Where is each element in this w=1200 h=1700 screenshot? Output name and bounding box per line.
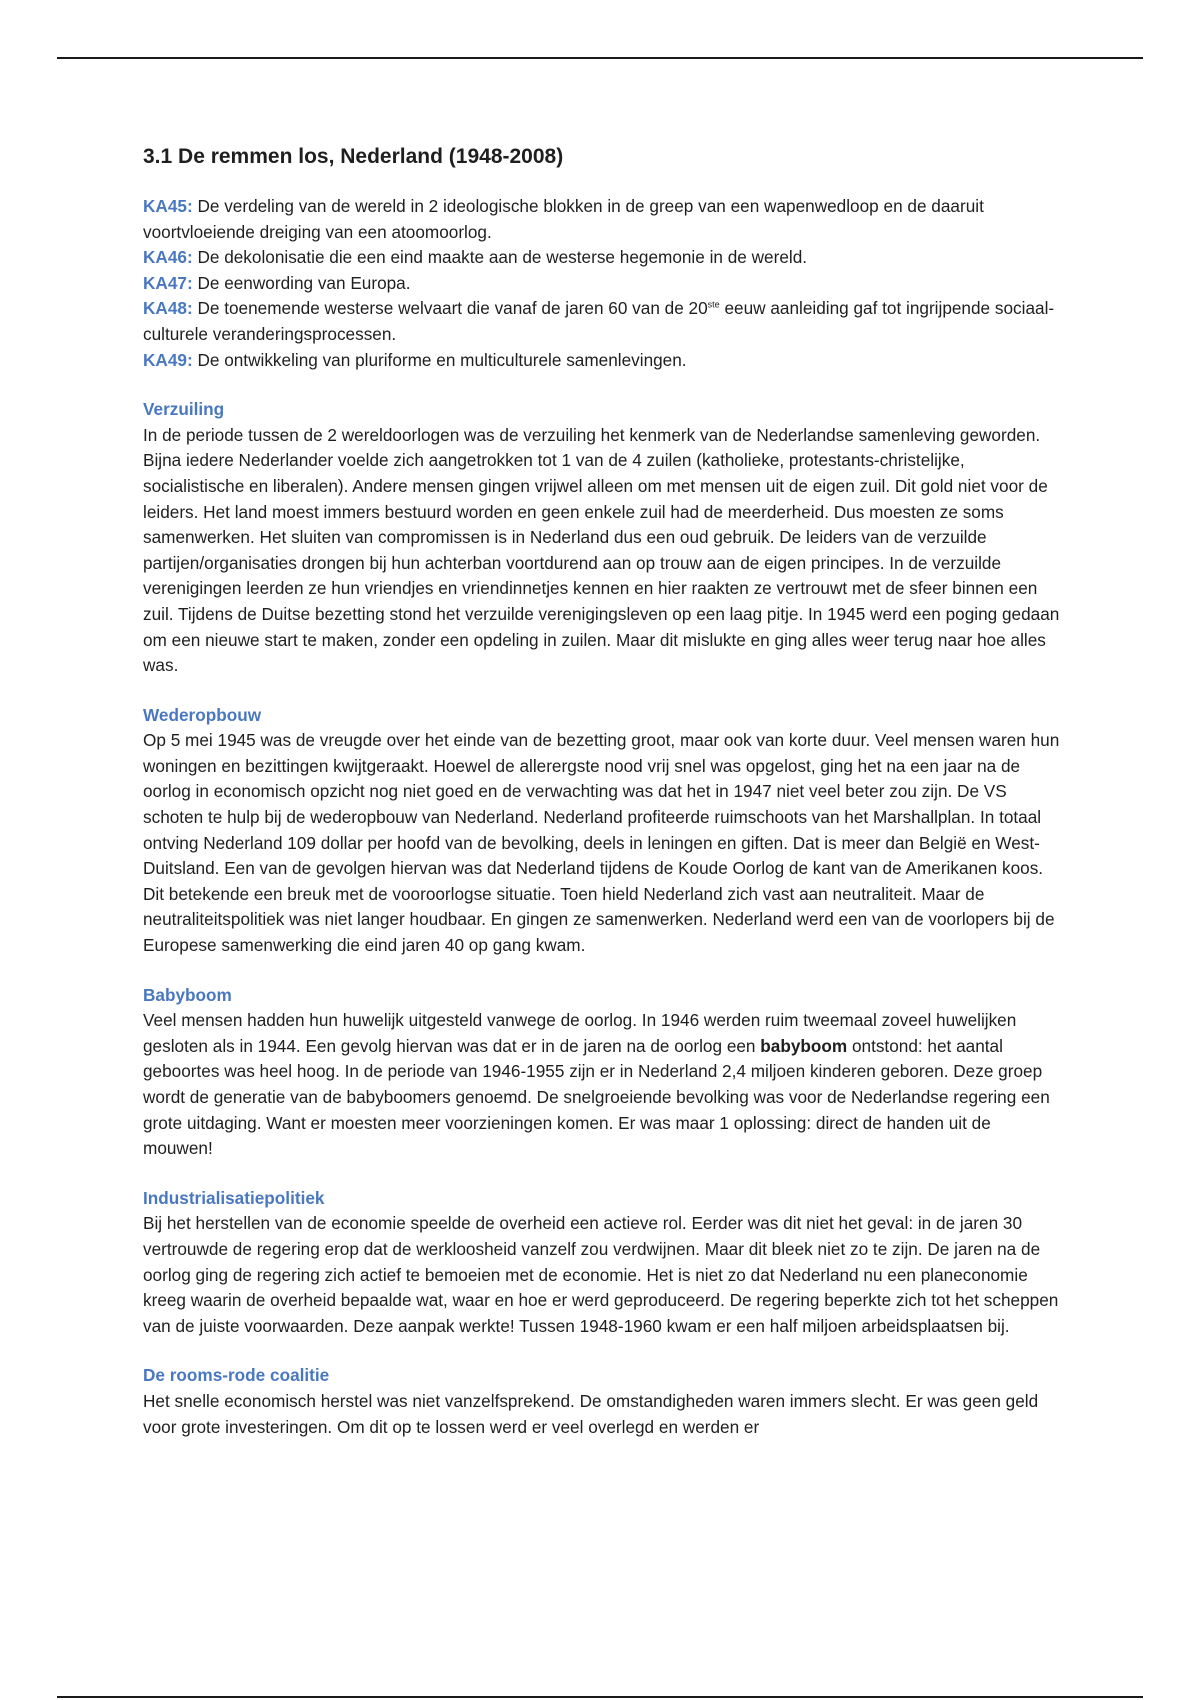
section-babyboom [143, 983, 1063, 1162]
ka-superscript: ste [707, 299, 720, 310]
section-body: Bij het herstellen van de economie speelde de overheid een actieve rol. Eerder was dit niet het geval: in de jaren 30 vertrouwde de regering erop dat de werkloosheid vanzelf zou verdwijnen. Maar dit bleek niet zo te zijn. De jaren na de oorlog ging de regering zich actief te bemoeien met de economie. Het is niet zo dat Nederland nu een planeconomie kreeg waarin de overheid bepaalde wat, waar en hoe er werd geproduceerd. De regering beperkte zich tot het scheppen van de juiste voorwaarden. Deze aanpak werkte! Tussen 1948-1960 kwam er een half miljoen arbeidsplaatsen bij. [143, 1213, 1059, 1336]
ka-text: De eenwording van Europa. [192, 272, 411, 293]
ka-item [143, 348, 1063, 374]
ka-text: De ontwikkeling van pluriforme en multiculturele samenlevingen. [192, 349, 687, 370]
section-wederopbouw [143, 703, 1063, 959]
ka-text: De verdeling van de wereld in 2 ideologische blokken in de greep van een wapenwedloop en de daaruit voortvloeiende dreiging van een atoomoorlog. [143, 196, 984, 242]
section-body [143, 1008, 1063, 1162]
ka-text: De dekolonisatie die een eind maakte aan de westerse hegemonie in de wereld. [192, 247, 808, 268]
document-page [143, 142, 1063, 1464]
section-heading: De rooms-rode coalitie [143, 1365, 330, 1386]
section-body: Op 5 mei 1945 was de vreugde over het einde van de bezetting groot, maar ook van korte duur. Veel mensen waren hun woningen en bezittingen kwijtgeraakt. Hoewel de allerergste nood vrij snel was opgelost, ging het na een jaar na de oorlog in economisch opzicht nog niet goed en de verwachting was dat het in 1947 niet veel beter zou zijn. De VS schoten te hulp bij de wederopbouw van Nederland. Nederland profiteerde ruimschoots van het Marshallplan. In totaal ontving Nederland 109 dollar per hoofd van de bevolking, deels in leningen en giften. Dat is meer dan België en West-Duitsland. Een van de gevolgen hiervan was dat Nederland tijdens de Koude Oorlog de kant van de Amerikanen koos. Dit betekende een breuk met de vooroorlogse situatie. Toen hield Nederland zich vast aan neutraliteit. Maar de neutraliteitspolitiek was niet langer houdbaar. En gingen ze samenwerken. Nederland werd een van de voorlopers bij de Europese samenwerking die eind jaren 40 op gang kwam. [143, 730, 1060, 956]
ka-code: KA46: [143, 247, 193, 268]
ka-code: KA45: [143, 196, 193, 216]
ka-text: De toenemende westerse welvaart die vanaf de jaren 60 van de 20 [192, 298, 708, 319]
header-rule [57, 57, 1143, 59]
body-text: Veel mensen hadden hun huwelijk uitgesteld vanwege de oorlog. In 1946 werden ruim tweemaal zoveel huwelijken gesloten als in 1944. Een gevolg hiervan was dat er in de jaren na de oorlog een [143, 1010, 1017, 1056]
section-heading: Wederopbouw [143, 704, 262, 725]
ka-item [143, 194, 1063, 245]
ka-item [143, 271, 1063, 297]
ka-item [143, 245, 1063, 271]
section-rooms-rode-coalitie [143, 1363, 1063, 1440]
ka-text: eeuw aanleiding gaf tot ingrijpende sociaal-culturele veranderingsprocessen. [143, 298, 1055, 344]
ka-code: KA49: [143, 349, 193, 370]
ka-list [143, 194, 1063, 373]
section-heading: Industrialisatiepolitiek [143, 1187, 325, 1208]
body-text: ontstond: het aantal geboortes was heel hoog. In de periode van 1946-1955 zijn er in Nederland 2,4 miljoen kinderen geboren. Deze groep wordt de generatie van de babyboomers genoemd. De snelgroeiende bevolking was voor de Nederlandse regering een grote uitdaging. Want er moesten meer voorzieningen komen. Er was maar 1 oplossing: direct de handen uit de mouwen! [143, 1035, 1050, 1159]
ka-code: KA47: [143, 272, 193, 293]
section-heading: Verzuiling [143, 399, 225, 420]
section-body: Het snelle economisch herstel was niet vanzelfsprekend. De omstandigheden waren immers slecht. Er was geen geld voor grote investeringen. Om dit op te lossen werd er veel overlegd en werden er [143, 1390, 1039, 1437]
section-verzuiling [143, 397, 1063, 679]
ka-item [143, 296, 1063, 347]
bold-term: babyboom [760, 1035, 848, 1056]
footer-rule [57, 1696, 1143, 1698]
section-heading: Babyboom [143, 984, 232, 1005]
chapter-title: 3.1 De remmen los, Nederland (1948-2008) [143, 145, 564, 168]
section-body: In de periode tussen de 2 wereldoorlogen was de verzuiling het kenmerk van de Nederlandse samenleving geworden. Bijna iedere Nederlander voelde zich aangetrokken tot 1 van de 4 zuilen (katholieke, protestants-christelijke, socialistische en liberalen). Andere mensen gingen vrijwel alleen om met mensen uit de eigen zuil. Dit gold niet voor de leiders. Het land moest immers bestuurd worden en geen enkele zuil had de meerderheid. Dus moesten ze soms samenwerken. Het sluiten van compromissen is in Nederland dus een oud gebruik. De leiders van de verzuilde partijen/organisaties drongen bij hun achterban voortdurend aan op trouw aan de eigen principes. In de verzuilde verenigingen leerden ze hun vriendjes en vriendinnetjes kennen en hier raakten ze vertrouwt met de sfeer binnen een zuil. Tijdens de Duitse bezetting stond het verzuilde verenigingsleven op een laag pitje. In 1945 werd een poging gedaan om een nieuwe start te maken, zonder een opdeling in zuilen. Maar dit mislukte en ging alles weer terug naar hoe alles was. [143, 424, 1060, 676]
section-industrialisatiepolitiek [143, 1186, 1063, 1340]
ka-code: KA48: [143, 298, 193, 319]
